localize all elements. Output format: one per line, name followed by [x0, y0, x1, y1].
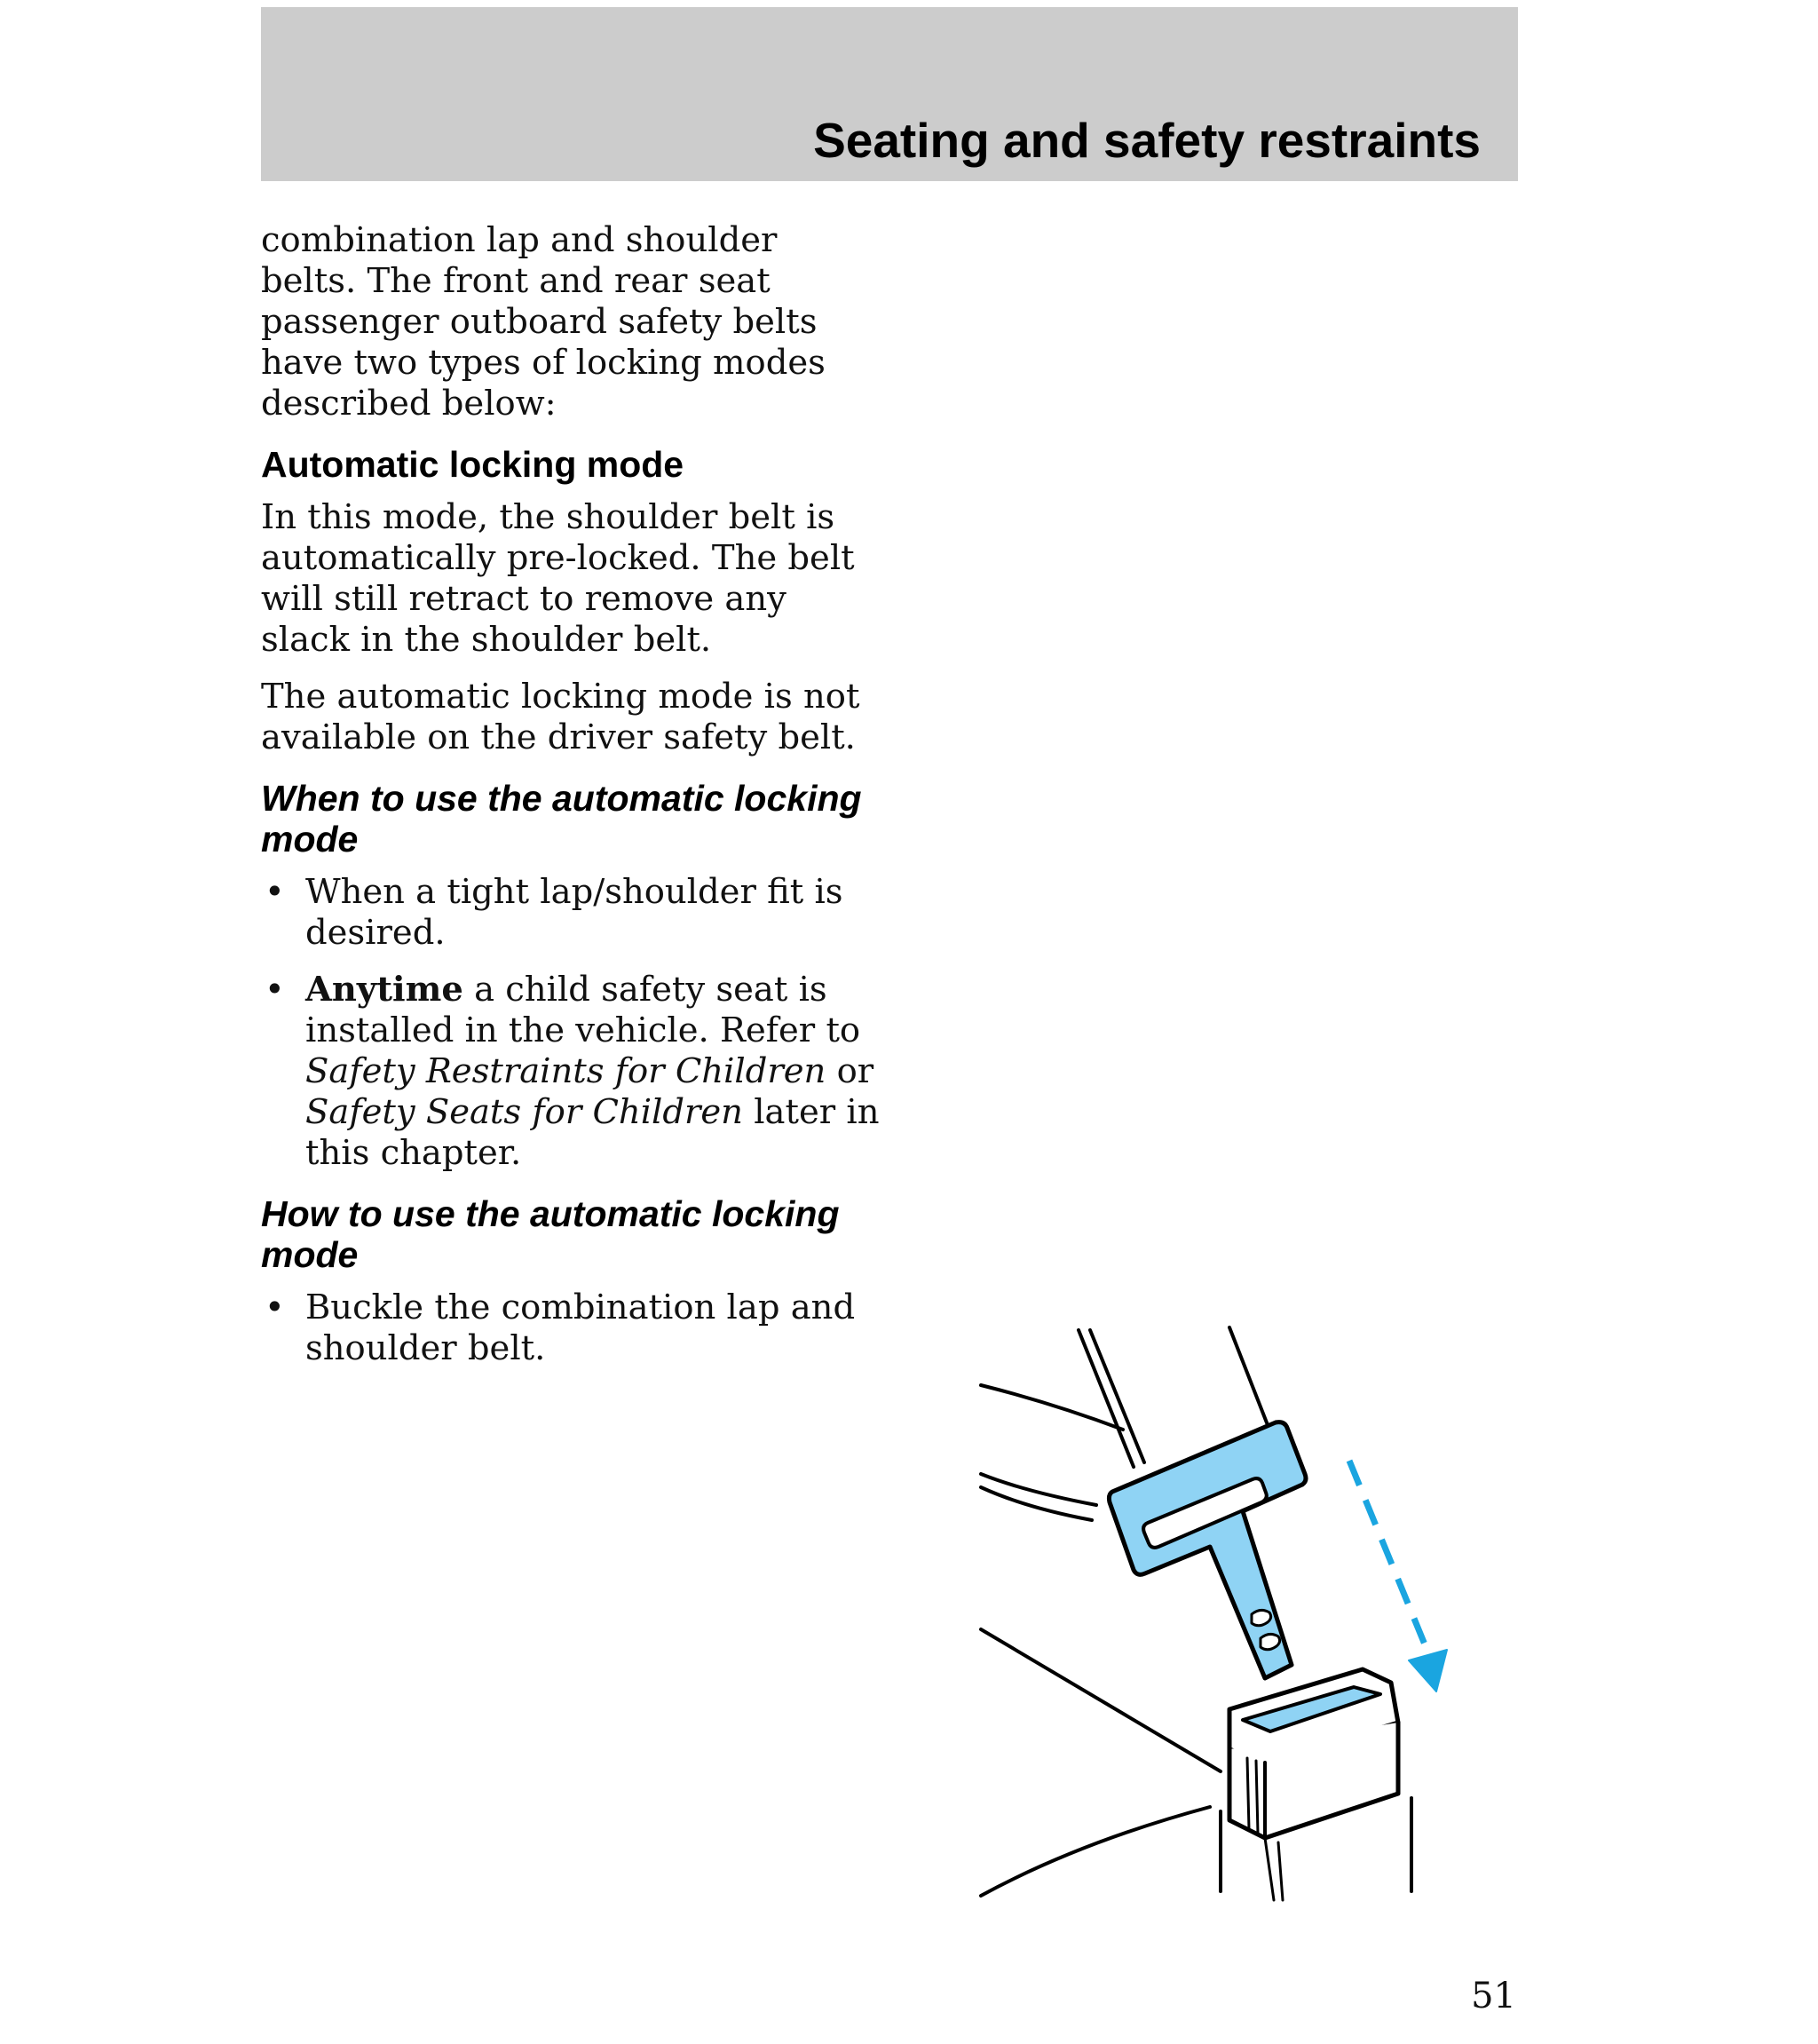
page-number: 51	[1471, 1976, 1516, 2016]
list-item	[261, 1287, 882, 1369]
bullet-text: a child safety seat is installed in the vehicle. Refer to	[305, 970, 861, 1050]
list-item	[261, 872, 882, 954]
intro-paragraph: combination lap and shoulder belts. The front and rear seat passenger outboard safety belts have two types of locking modes described below:	[261, 220, 826, 424]
heading-automatic-locking-mode: Automatic locking mode	[261, 444, 684, 485]
bullet-text: Buckle the combination lap and shoulder belt.	[305, 1287, 856, 1368]
bullet-text: When a tight lap/shoulder fit is desired.	[305, 872, 843, 953]
seat-belt-buckle-illustration	[972, 1314, 1469, 1918]
bullet-text: or	[826, 1051, 874, 1091]
bullet-icon: •	[265, 970, 285, 1010]
page-header-title: Seating and safety restraints	[813, 113, 1481, 168]
main-text-column	[261, 220, 882, 1385]
automatic-locking-paragraph-1: In this mode, the shoulder belt is automatically pre-locked. The belt will still retract to remove any slack in the shoulder belt.	[261, 497, 855, 660]
reference-safety-seats-for-children: Safety Seats for Children	[305, 1092, 743, 1132]
reference-safety-restraints-for-children: Safety Restraints for Children	[305, 1051, 826, 1091]
bullet-icon: •	[265, 1287, 285, 1327]
when-to-use-list	[261, 872, 882, 1174]
emphasis-anytime: Anytime	[305, 970, 463, 1010]
list-item	[261, 970, 882, 1174]
how-to-use-list	[261, 1287, 882, 1369]
bullet-text: later in this chapter.	[305, 1092, 880, 1173]
heading-how-to-use: How to use the automatic locking mode	[261, 1193, 840, 1275]
automatic-locking-paragraph-2: The automatic locking mode is not available on the driver safety belt.	[261, 677, 860, 757]
header-band	[261, 7, 1518, 181]
heading-when-to-use: When to use the automatic locking mode	[261, 778, 862, 860]
bullet-icon: •	[265, 872, 285, 912]
